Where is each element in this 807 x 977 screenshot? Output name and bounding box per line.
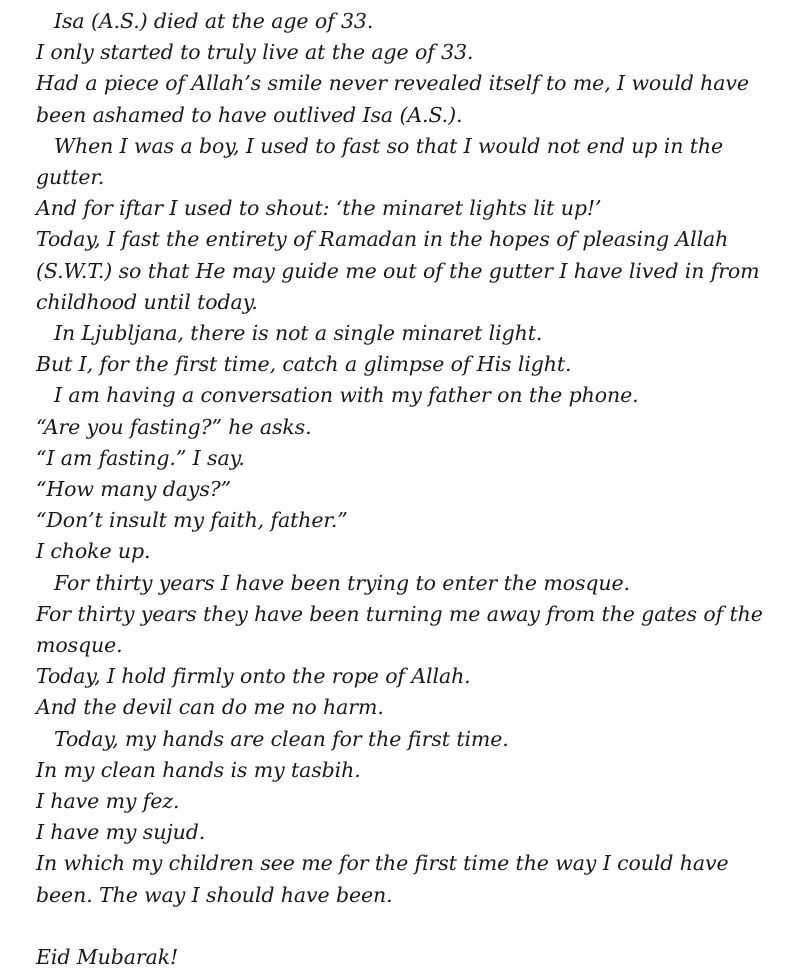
poem-line: For thirty years they have been turning me away from the gates of the mosque. [36,601,770,658]
poem-text [36,6,776,973]
poem-line: I am having a conversation with my father on the phone. [54,383,639,408]
poem-line: Isa (A.S.) died at the age of 33. [54,9,374,33]
poem-line: “Are you fasting?” he asks. [36,414,312,439]
poem-line: Today, my hands are clean for the first time. [54,726,509,751]
poem-line: In Ljubljana, there is not a single minaret light. [54,321,543,346]
poem-line: Today, I hold firmly onto the rope of Allah. [36,664,471,689]
poem-line: I only started to truly live at the age of 33. [36,40,474,65]
poem-line: “Don’t insult my faith, father.” [36,508,348,533]
poem-line: But I, for the first time, catch a glimpse of His light. [36,352,572,377]
poem-line: And the devil can do me no harm. [36,695,384,720]
poem-line: I have my fez. [36,789,180,814]
stanza-gap [36,911,776,942]
poem-line: “I am fasting.” I say. [36,445,245,470]
poem-line: “How many days?” [36,477,232,502]
poem-line: When I was a boy, I used to fast so that I would not end up in the gutter. [36,133,730,190]
poem-line: And for iftar I used to shout: ‘the minaret lights lit up!’ [36,196,602,221]
poem-line: In my clean hands is my tasbih. [36,757,361,782]
poem-line: In which my children see me for the first time the way I could have been. The way I should have been. [36,851,735,907]
poem-line: Today, I fast the entirety of Ramadan in the hopes of pleasing Allah (S.W.T.) so that He may guide me out of the gutter I have lived in from childhood until today. [36,227,766,314]
closing-line: Eid Mubarak! [36,945,179,970]
poem-line: Had a piece of Allah’s smile never revealed itself to me, I would have been ashamed to have outlived Isa (A.S.). [36,71,756,127]
poem-line: I choke up. [36,539,151,564]
poem-line: For thirty years I have been trying to enter the mosque. [54,570,630,595]
poem-line: I have my sujud. [36,820,206,845]
